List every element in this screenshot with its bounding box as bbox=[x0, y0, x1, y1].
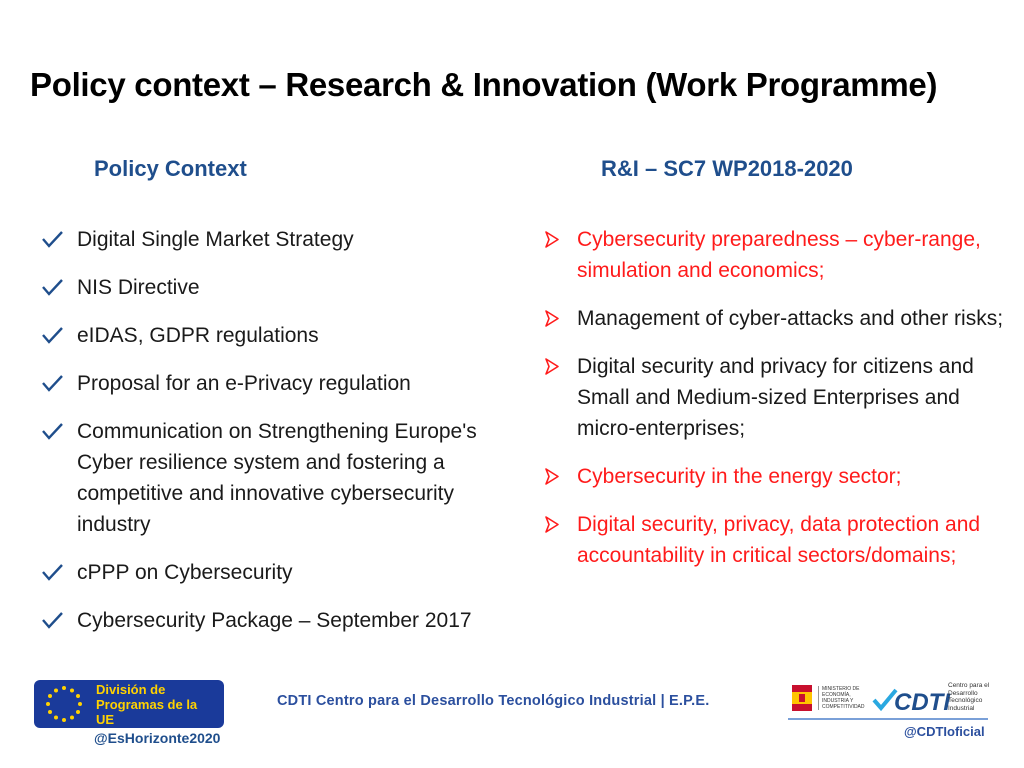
checkmark-icon bbox=[40, 557, 66, 588]
cdti-org-name: CDTI Centro para el Desarrollo Tecnológico Industrial | E.P.E. bbox=[277, 693, 710, 709]
list-item bbox=[540, 303, 1010, 334]
eu-programmes-logo bbox=[34, 680, 224, 728]
cdti-logo bbox=[872, 680, 952, 716]
arrow-right-icon bbox=[540, 351, 566, 382]
eu-stars-icon bbox=[40, 682, 88, 726]
arrow-right-icon bbox=[540, 224, 566, 255]
list-item-text: Cybersecurity preparedness – cyber-range, simulation and economics; bbox=[577, 228, 981, 282]
list-item-text: Digital security, privacy, data protection and accountability in critical sectors/domains; bbox=[577, 513, 981, 567]
arrow-right-icon bbox=[540, 461, 566, 492]
spain-coat-of-arms-icon bbox=[790, 683, 814, 713]
list-item bbox=[40, 320, 490, 351]
arrow-right-icon bbox=[540, 303, 566, 334]
list-item bbox=[40, 416, 490, 540]
list-item-text: cPPP on Cybersecurity bbox=[77, 561, 293, 584]
checkmark-icon bbox=[40, 224, 66, 255]
checkmark-icon bbox=[40, 416, 66, 447]
list-item-text: eIDAS, GDPR regulations bbox=[77, 324, 319, 347]
left-column-heading: Policy Context bbox=[94, 156, 247, 181]
list-item bbox=[40, 272, 490, 303]
list-item bbox=[540, 461, 1010, 492]
list-item bbox=[540, 224, 1010, 286]
arrow-right-icon bbox=[540, 509, 566, 540]
checkmark-icon bbox=[40, 605, 66, 636]
list-item bbox=[40, 557, 490, 588]
cdti-logo-text: CDTI bbox=[894, 689, 950, 716]
list-item bbox=[40, 224, 490, 255]
list-item bbox=[40, 605, 490, 636]
right-column-heading: R&I – SC7 WP2018-2020 bbox=[601, 156, 853, 181]
cdti-side-label: Centro para el Desarrollo Tecnológico Industrial bbox=[948, 682, 990, 712]
checkmark-icon bbox=[40, 368, 66, 399]
list-item-text: Cybersecurity in the energy sector; bbox=[577, 465, 902, 488]
list-item bbox=[40, 368, 490, 399]
ri-work-programme-list bbox=[540, 224, 1010, 588]
footer-divider bbox=[788, 718, 988, 720]
list-item-text: NIS Directive bbox=[77, 276, 200, 299]
list-item-text: Proposal for an e-Privacy regulation bbox=[77, 372, 411, 395]
checkmark-icon bbox=[40, 320, 66, 351]
cdti-social-handle: @CDTIoficial bbox=[904, 724, 985, 739]
eu-programmes-label: División de Programas de la UE bbox=[96, 681, 198, 727]
ministry-logo bbox=[790, 682, 870, 714]
list-item-text: Management of cyber-attacks and other risks; bbox=[577, 307, 1004, 330]
list-item bbox=[540, 351, 1010, 444]
list-item-text: Communication on Strengthening Europe's Cyber resilience system and fostering a competitive and innovative cybersecurity industry bbox=[77, 420, 477, 536]
list-item-text: Digital security and privacy for citizens and Small and Medium-sized Enterprises and micro-enterprises; bbox=[577, 355, 974, 440]
list-item bbox=[540, 509, 1010, 571]
policy-context-list bbox=[40, 224, 490, 653]
checkmark-icon bbox=[40, 272, 66, 303]
ministry-label: MINISTERIO DE ECONOMÍA, INDUSTRIA Y COMPETITIVIDAD bbox=[818, 686, 866, 710]
slide-title: Policy context – Research & Innovation (Work Programme) bbox=[30, 66, 938, 103]
list-item-text: Digital Single Market Strategy bbox=[77, 228, 354, 251]
list-item-text: Cybersecurity Package – September 2017 bbox=[77, 609, 472, 632]
eu-social-handle: @EsHorizonte2020 bbox=[94, 730, 221, 746]
